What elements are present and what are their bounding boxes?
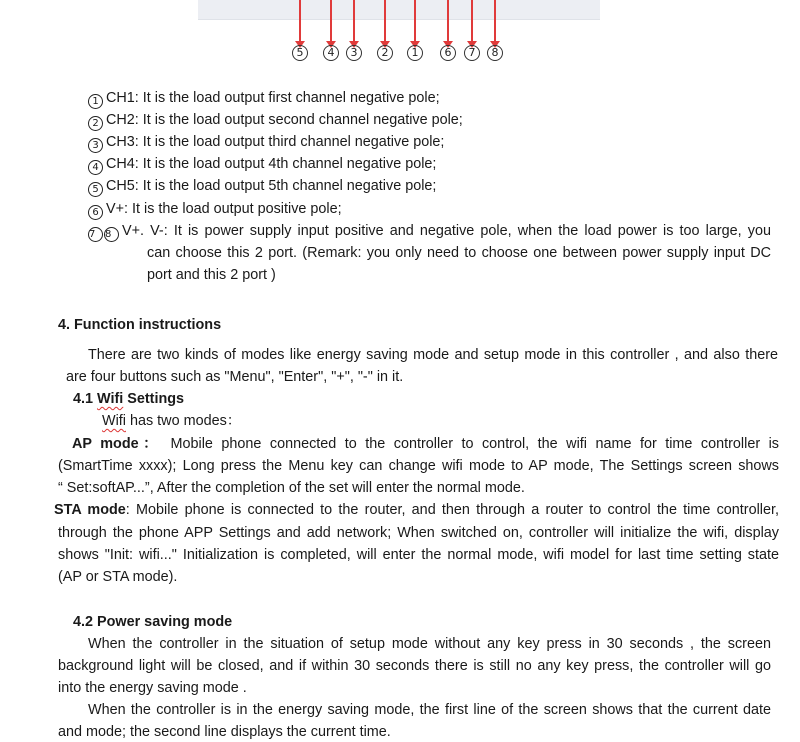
pin78-line3: port and this 2 port ) (147, 267, 276, 283)
paragraph-line: (AP or STA mode). (58, 569, 178, 585)
ap-mode-label: AP mode： (72, 436, 162, 452)
pin-label: 7 (464, 45, 480, 61)
pin-label: 3 (346, 45, 362, 61)
number-marker: 4 (88, 160, 103, 175)
number-marker: 6 (88, 205, 103, 220)
paragraph-line: (SmartTime xxxx); Long press the Menu key can change wifi mode to AP mode, The Settings screen shows (58, 458, 779, 474)
paragraph-line: are four buttons such as "Menu", "Enter", "+", "-" in it. (66, 369, 404, 385)
pin-description: 1 CH1: It is the load output first channel negative pole; (88, 88, 440, 109)
paragraph-line: “ Set:softAP...”, After the completion of the set will enter the normal mode. (58, 480, 525, 496)
paragraph-line: There are two kinds of modes like energy saving mode and setup mode in this controller , and also there (88, 347, 778, 363)
pin-arrow (384, 0, 386, 42)
subsection-heading: 4.1 Wifi Settings (73, 391, 185, 407)
pin-label: 5 (292, 45, 308, 61)
number-marker: 5 (88, 182, 103, 197)
pin-description: 3 CH3: It is the load output third channel negative pole; (88, 132, 444, 153)
pin78-line1: 7 8 V+. V-: It is power supply input positive and negative pole, when the load power is too large, you (89, 223, 771, 240)
pin-label: 2 (377, 45, 393, 61)
paragraph-line: shows "Init: wifi..." Initialization is completed, will enter the normal mode, wifi model for last time setting state (58, 547, 779, 563)
pin-description: 6 V+: It is the load output positive pole; (88, 199, 342, 220)
paragraph-line: When the controller is in the energy saving mode, the first line of the screen shows that the current date (88, 702, 771, 718)
ap-mode-line: AP mode： Mobile phone connected to the controller to control, the wifi name for time controller is (72, 436, 779, 452)
pin-description: 4 CH4: It is the load output 4th channel negative pole; (88, 154, 436, 175)
paragraph-line: into the energy saving mode . (58, 680, 247, 696)
pin-label: 8 (487, 45, 503, 61)
paragraph-line: and mode; the second line displays the current time. (58, 724, 391, 740)
number-marker: 8 (104, 227, 119, 242)
pin-description: 2 CH2: It is the load output second channel negative pole; (88, 110, 463, 131)
pin-arrow (494, 0, 496, 42)
pin-arrow (471, 0, 473, 42)
paragraph-line: through the phone APP Settings and add network; When switched on, controller will initialize the wifi, display (58, 525, 779, 541)
number-marker: 2 (88, 116, 103, 131)
pin-arrow (447, 0, 449, 42)
pin78-line2: can choose this 2 port. (Remark: you only need to choose one between power supply input DC (147, 245, 771, 261)
pin-arrow (353, 0, 355, 42)
pin-arrow (299, 0, 301, 42)
number-marker: 3 (88, 138, 103, 153)
pin-description: 5 CH5: It is the load output 5th channel negative pole; (88, 176, 436, 197)
sta-mode-line: STA mode: Mobile phone is connected to the router, and then through a router to control the time controller, (54, 502, 779, 518)
subsection-heading: 4.2 Power saving mode (73, 614, 233, 630)
pin-label: 4 (323, 45, 339, 61)
paragraph-line: Wifi has two modes： (102, 413, 242, 429)
pin-arrow (414, 0, 416, 42)
sta-mode-label: STA mode (54, 502, 126, 518)
number-marker: 7 (88, 227, 103, 242)
pin-arrow (330, 0, 332, 42)
paragraph-line: When the controller in the situation of setup mode without any key press in 30 seconds , the screen (88, 636, 771, 652)
section-heading: 4. Function instructions (58, 317, 222, 333)
paragraph-line: background light will be closed, and if within 30 seconds there is still no any key press, the controller will go (58, 658, 771, 674)
controller-board-image (198, 0, 600, 20)
pin-label: 6 (440, 45, 456, 61)
pin-label: 1 (407, 45, 423, 61)
number-marker: 1 (88, 94, 103, 109)
